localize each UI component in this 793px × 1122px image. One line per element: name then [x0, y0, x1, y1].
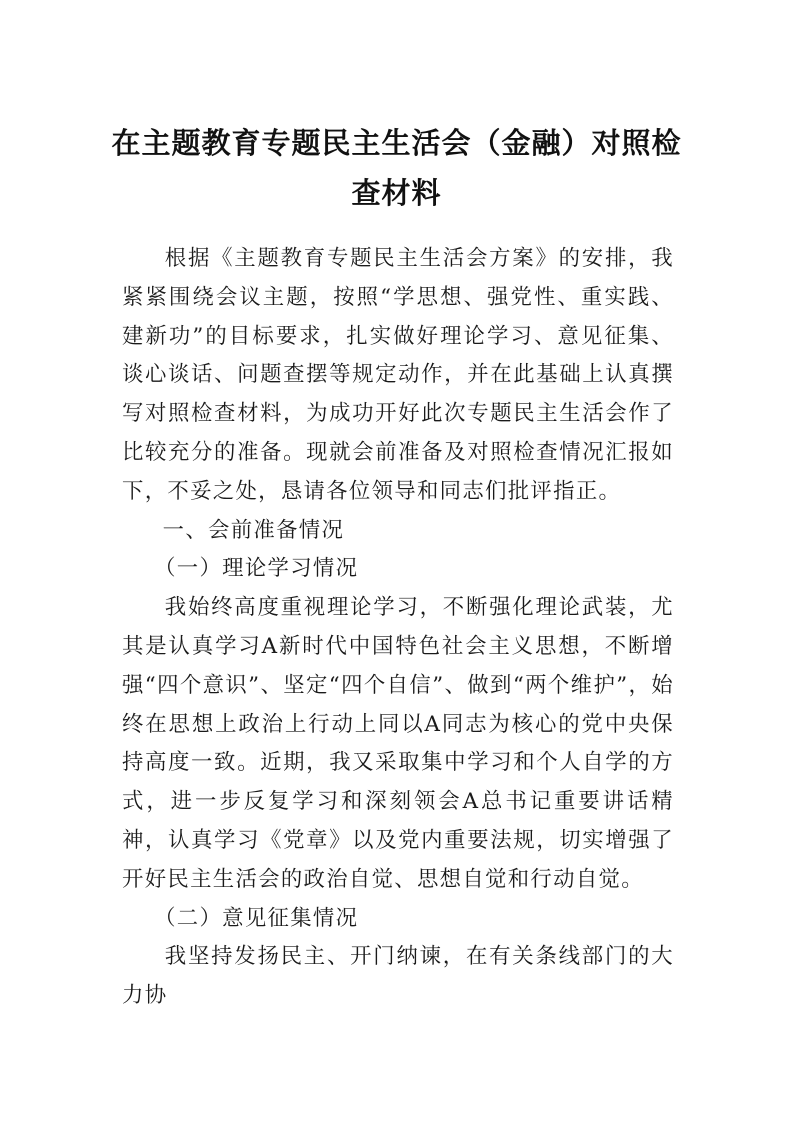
section-heading-preparation: 一、会前准备情况: [162, 517, 345, 543]
theory-study-paragraph: 我始终高度重视理论学习，不断强化理论武装，尤其是认真学习A新时代中国特色社会主义思想，不断增强“四个意识”、坚定“四个自信”、做到“两个维护”，始终在思想上政治上行动上同以A同志为核心的党中央保持高度一致。近期，我又采取集中学习和个人自学的方式，进一步反复学习和深刻领会A总书记重要讲话精神，认真学习《党章》以及党内重要法规，切实增强了开好民主生活会的政治自觉、思想自觉和行动自觉。: [122, 595, 674, 892]
intro-paragraph: 根据《主题教育专题民主生活会方案》的安排，我紧紧围绕会议主题，按照“学思想、强党性、重实践、建新功”的目标要求，扎实做好理论学习、意见征集、谈心谈话、问题查摆等规定动作，并在此基础上认真撰写对照检查材料，为成功开好此次专题民主生活会作了比较充分的准备。现就会前准备及对照检查情况汇报如下，不妥之处，恳请各位领导和同志们批评指正。: [122, 246, 674, 504]
title-line-1: 在主题教育专题民主生活会（金融）对照检: [111, 126, 682, 160]
title-line-2: 查材料: [351, 176, 442, 210]
opinion-collection-paragraph: 我坚持发扬民主、开门纳谏，在有关条线部门的大力协: [122, 944, 674, 1009]
subsection-heading-opinion-collection: （二）意见征集情况: [154, 905, 359, 931]
document-body: [122, 240, 674, 1016]
document-title: [100, 118, 693, 218]
subsection-heading-theory-study: （一）理论学习情况: [154, 556, 359, 582]
